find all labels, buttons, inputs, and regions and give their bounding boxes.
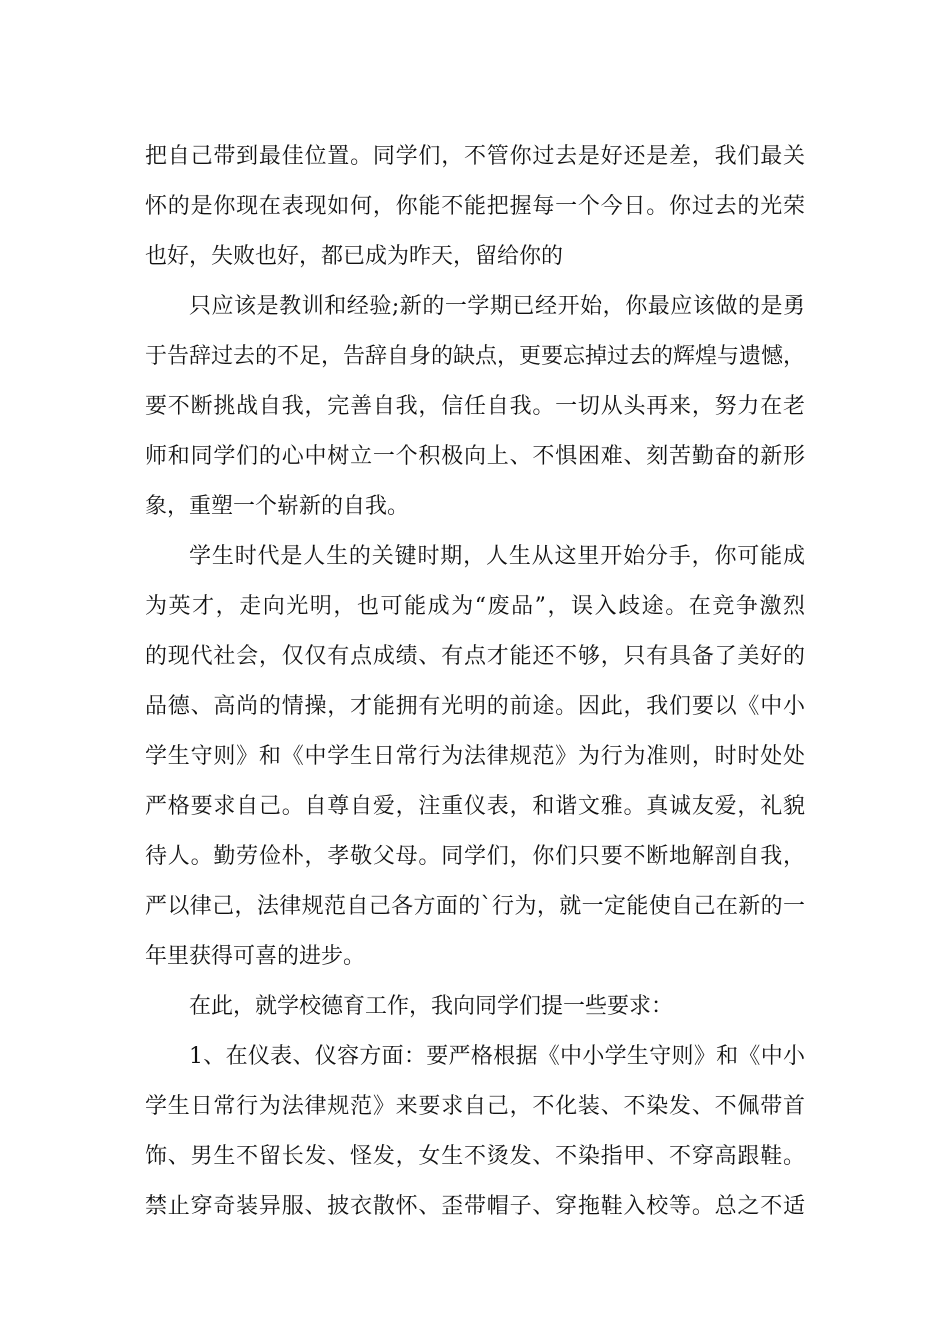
text-line: 学生守则》和《中学生日常行为法律规范》为行为准则，时时处处	[145, 744, 805, 769]
paragraph-2	[145, 282, 805, 532]
paragraph-5	[145, 1032, 805, 1232]
text-line: 学生时代是人生的关键时期，人生从这里开始分手，你可能成	[189, 544, 805, 569]
text-line: 的现代社会，仅仅有点成绩、有点才能还不够，只有具备了美好的	[145, 644, 805, 669]
text-line: 品德、高尚的情操，才能拥有光明的前途。因此，我们要以《中小	[145, 694, 805, 719]
text-line: 师和同学们的心中树立一个积极向上、不惧困难、刻苦勤奋的新形	[145, 444, 805, 469]
text-line: 怀的是你现在表现如何，你能不能把握每一个今日。你过去的光荣	[145, 194, 805, 219]
text-line: 严格要求自己。自尊自爱，注重仪表，和谐文雅。真诚友爱，礼貌	[145, 794, 805, 819]
text-line: 要不断挑战自我，完善自我，信任自我。一切从头再来，努力在老	[145, 394, 805, 419]
text-line: 在此，就学校德育工作，我向同学们提一些要求：	[189, 994, 674, 1019]
text-line: 也好，失败也好，都已成为昨天，留给你的	[145, 244, 564, 269]
text-line: 年里获得可喜的进步。	[145, 944, 366, 969]
text-line: 严以律己，法律规范自己各方面的`行为，就一定能使自己在新的一	[145, 894, 805, 919]
text-line: 待人。勤劳俭朴，孝敬父母。同学们，你们只要不断地解剖自我，	[145, 844, 805, 869]
text-line: 把自己带到最佳位置。同学们，不管你过去是好还是差，我们最关	[145, 144, 805, 169]
paragraph-1	[145, 132, 805, 282]
text-line: 学生日常行为法律规范》来要求自己，不化装、不染发、不佩带首	[145, 1094, 805, 1119]
body-text	[145, 132, 805, 1232]
paragraph-4	[145, 982, 805, 1032]
paragraph-3	[145, 532, 805, 982]
text-line: 1、在仪表、仪容方面：要严格根据《中小学生守则》和《中小	[189, 1044, 805, 1069]
text-line: 只应该是教训和经验;新的一学期已经开始，你最应该做的是勇	[189, 294, 805, 319]
text-line: 于告辞过去的不足，告辞自身的缺点，更要忘掉过去的辉煌与遗憾，	[145, 344, 806, 369]
text-line: 象，重塑一个崭新的自我。	[145, 494, 410, 519]
text-line: 为英才，走向光明，也可能成为“废品”，误入歧途。在竞争激烈	[145, 594, 805, 619]
text-line: 饰、男生不留长发、怪发，女生不烫发、不染指甲、不穿高跟鞋。	[145, 1144, 805, 1169]
text-line: 禁止穿奇装异服、披衣散怀、歪带帽子、穿拖鞋入校等。总之不适	[145, 1194, 805, 1219]
